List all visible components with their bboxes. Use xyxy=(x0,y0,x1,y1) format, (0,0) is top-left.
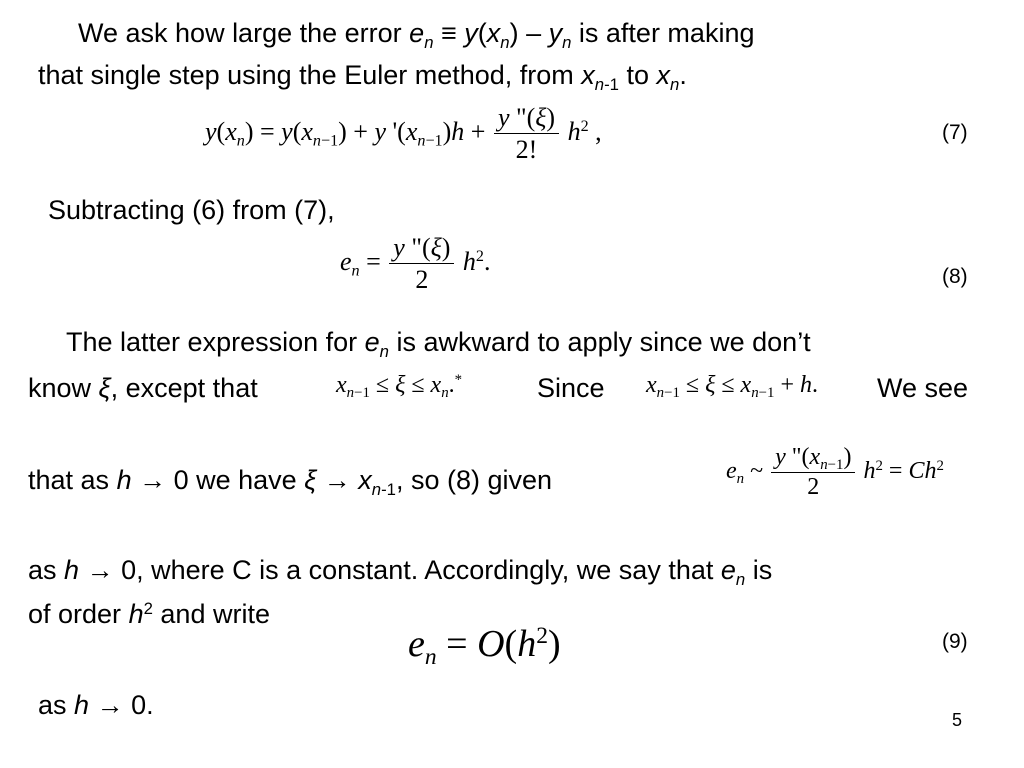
equation-8: $e_n$ = $\frac{y "(\xi)}{2}$ $h^2$. xyxy=(340,233,491,294)
text-line-5-start: know xyxy=(28,373,99,403)
equation-7: $y(x_n) = y(x_{n-1}) + y$ '$(x_{n-1})h$ + $\frac{y "(\xi)}{2!}$ $h^2$ , xyxy=(205,103,602,164)
text-line-8: of order $h^2$ and write xyxy=(28,598,270,629)
text-line-4: The latter expression for $e_n$ is awkward to apply since we don’t xyxy=(66,327,811,361)
text-line-9-start: as xyxy=(38,690,75,720)
inequality-1: $x_{n-1} \le \xi \le x_n.^*$ xyxy=(336,371,463,402)
text-line-6-end: , so (8) given xyxy=(395,465,553,495)
text-line-6: that as h → 0 we have $\xi \to x_{n-1}$, so (8) given xyxy=(28,465,553,499)
text-line-5-mid: , except that xyxy=(110,373,258,403)
text-line-7: as h → 0, where C is a constant. Accordingly, we say that $e_n$ is xyxy=(28,555,773,589)
equation-9: $e_n = O(h^2)$ xyxy=(408,623,561,671)
inequality-2: $x_{n-1} \le \xi \le x_{n-1} + h$. xyxy=(646,372,819,402)
text-line-4-end: is awkward to apply since we don’t xyxy=(388,327,811,357)
text-line-8-end: and write xyxy=(152,599,270,629)
equation-asymptotic: $e_n$ ~ $\frac{y "(x_{n-1})}{2}$ $h^2 = Ch^2$ xyxy=(726,444,944,500)
text-line-2: that single step using the Euler method, from $x_{n-1}$ to $x_n$. xyxy=(38,60,687,94)
text-line-8-start: of order xyxy=(28,599,129,629)
text-line-7-mid: → 0, where C is a constant. Accordingly, we say that xyxy=(79,555,721,585)
equation-number-7: (7) xyxy=(942,121,968,144)
text-line-7-end: is xyxy=(745,555,773,585)
text-line-6-mid: → 0 we have xyxy=(131,465,305,495)
page-number: 5 xyxy=(952,710,963,730)
text-we-see: We see xyxy=(877,373,969,403)
text-line-9: as h → 0. xyxy=(38,690,154,720)
text-line-4-start: The latter expression for xyxy=(66,327,365,357)
text-line-5: know ξ, except that xyxy=(28,373,258,403)
text-line-7-start: as xyxy=(28,555,65,585)
text-line-2-start: that single step using the Euler method, from xyxy=(38,60,582,90)
text-line-6-start: that as xyxy=(28,465,117,495)
text-line-1-end: is after making xyxy=(571,18,755,48)
text-subtracting: Subtracting (6) from (7), xyxy=(48,195,335,225)
equation-number-8: (8) xyxy=(942,265,968,288)
text-line-2-mid: to xyxy=(619,60,657,90)
text-line-1-start: We ask how large the error xyxy=(78,18,410,48)
text-line-1: We ask how large the error $e_n \equiv y(x_n) - y_n$ is after making xyxy=(78,18,755,52)
text-since: Since xyxy=(537,373,605,403)
equation-number-9: (9) xyxy=(942,630,968,653)
text-line-9-end: → 0. xyxy=(89,690,154,720)
